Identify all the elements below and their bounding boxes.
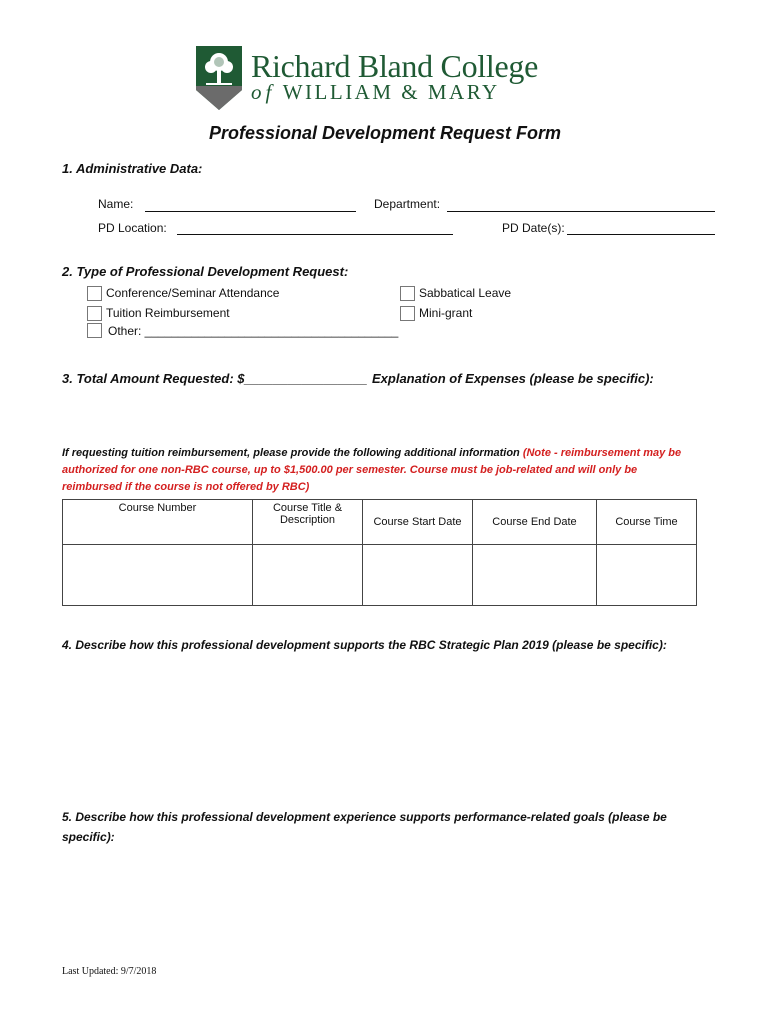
cell-course-number[interactable] xyxy=(63,545,253,606)
total-amount-label: 3. Total Amount Requested: $_________________ xyxy=(62,371,368,386)
course-table-header-row xyxy=(63,500,697,545)
cell-course-title[interactable] xyxy=(253,545,363,606)
last-updated: Last Updated: 9/7/2018 xyxy=(62,966,157,977)
tuition-note xyxy=(62,445,696,496)
college-logo xyxy=(196,46,556,112)
cell-start-date[interactable] xyxy=(363,545,473,606)
sabbatical-label: Sabbatical Leave xyxy=(419,286,512,300)
other-checkbox[interactable] xyxy=(87,323,102,338)
section5-heading: 5. Describe how this professional development experience supports performance-related goals (please be specific): xyxy=(62,810,667,844)
header-start-date: Course Start Date xyxy=(363,500,473,545)
college-subtitle xyxy=(251,80,500,105)
tuition-note-text: If requesting tuition reimbursement, please provide the following additional information xyxy=(62,447,523,459)
header-course-title: Course Title & Description xyxy=(253,500,363,545)
subtitle-william-mary: WILLIAM & MARY xyxy=(282,80,500,104)
section2-heading: 2. Type of Professional Development Request: xyxy=(62,264,349,279)
header-course-time: Course Time xyxy=(597,500,697,545)
tuition-label: Tuition Reimbursement xyxy=(106,306,230,320)
name-label: Name: xyxy=(98,197,134,211)
other-label: Other: ______________________________________ xyxy=(108,324,399,338)
cell-course-time[interactable] xyxy=(597,545,697,606)
tuition-note-warning: (Note - reimbursement may be authorized for one non-RBC course, up to $1,500.00 per semester. Course must be job-related and will only be reimbursed if the course is not offered by RBC) xyxy=(62,447,682,493)
section4-heading: 4. Describe how this professional development supports the RBC Strategic Plan 2019 (please be specific): xyxy=(62,638,667,652)
tuition-checkbox[interactable] xyxy=(87,306,102,321)
conference-label: Conference/Seminar Attendance xyxy=(106,286,280,300)
name-field[interactable] xyxy=(145,211,356,212)
mini-grant-label: Mini-grant xyxy=(419,306,473,320)
cell-end-date[interactable] xyxy=(473,545,597,606)
section1-heading: 1. Administrative Data: xyxy=(62,161,203,176)
table-row xyxy=(63,545,697,606)
pd-location-field[interactable] xyxy=(177,234,453,235)
form-title: Professional Development Request Form xyxy=(208,123,562,143)
course-table xyxy=(62,499,697,606)
pd-dates-label: PD Date(s): xyxy=(502,221,565,235)
college-name: Richard Bland College xyxy=(251,48,538,84)
pd-location-label: PD Location: xyxy=(98,221,167,235)
explanation-label: Explanation of Expenses (please be specific): xyxy=(372,371,654,386)
conference-checkbox[interactable] xyxy=(87,286,102,301)
header-course-number: Course Number xyxy=(63,500,253,545)
subtitle-of: of xyxy=(251,80,276,104)
mini-grant-checkbox[interactable] xyxy=(400,306,415,321)
department-field[interactable] xyxy=(447,211,715,212)
header-end-date: Course End Date xyxy=(473,500,597,545)
department-label: Department: xyxy=(374,197,441,211)
pd-dates-field[interactable] xyxy=(567,234,715,235)
tree-shield-icon xyxy=(196,46,242,110)
sabbatical-checkbox[interactable] xyxy=(400,286,415,301)
